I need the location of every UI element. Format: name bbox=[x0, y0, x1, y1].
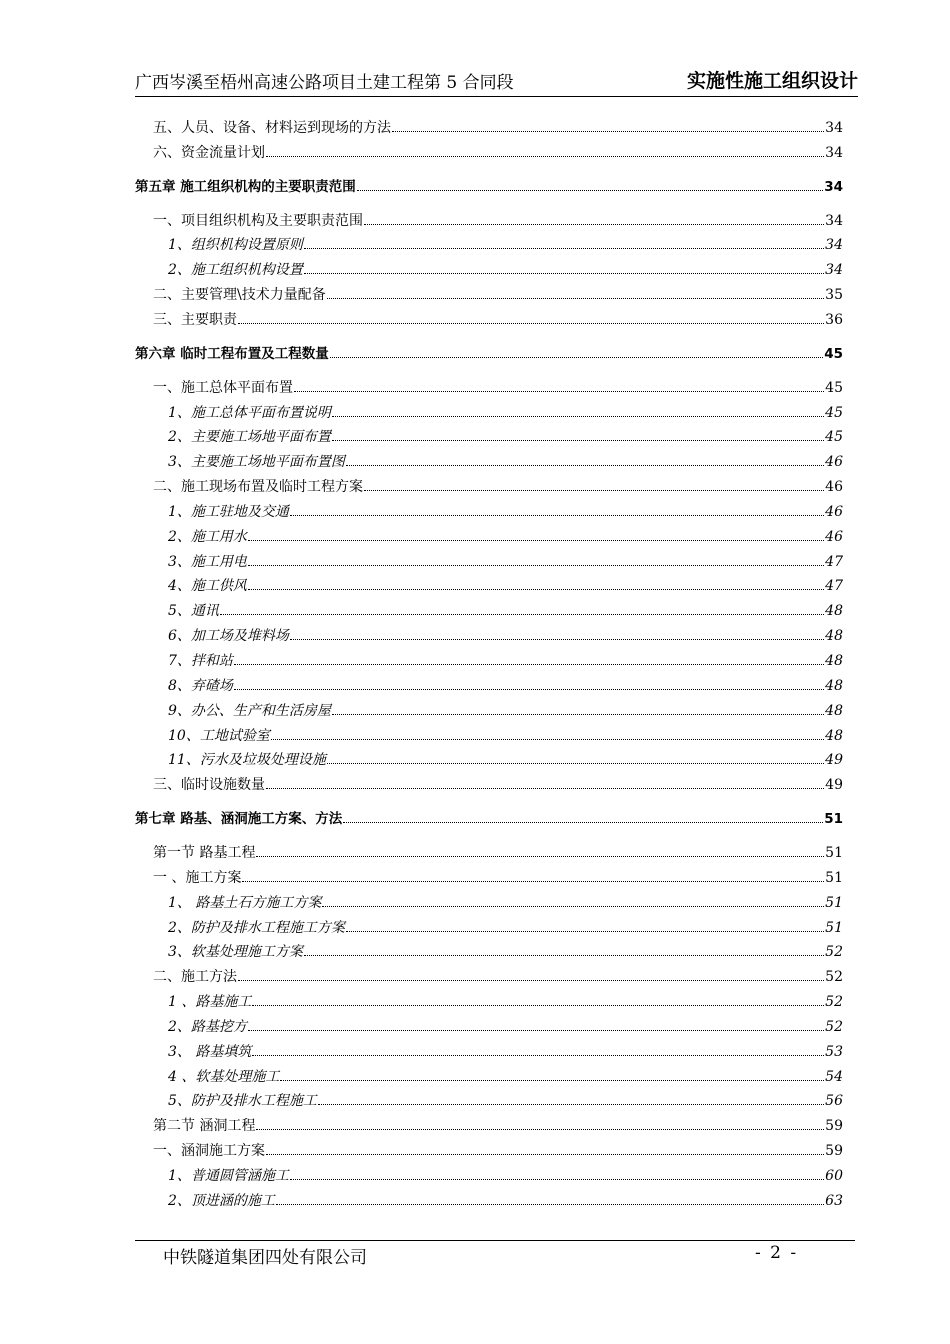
toc-subsection-entry[interactable] bbox=[135, 448, 843, 470]
toc-dot-leader bbox=[280, 1080, 824, 1081]
toc-entry-page: 34 bbox=[824, 178, 843, 195]
toc-dot-leader bbox=[266, 788, 824, 789]
toc-entry-title: 2、主要施工场地平面布置 bbox=[168, 429, 331, 446]
toc-dot-leader bbox=[242, 881, 824, 882]
toc-entry-title: 3、主要施工场地平面布置图 bbox=[168, 454, 345, 471]
toc-subsection-entry[interactable] bbox=[135, 889, 843, 911]
toc-subsection-entry[interactable] bbox=[135, 1087, 843, 1109]
toc-entry-title: 2、施工组织机构设置 bbox=[168, 262, 303, 279]
toc-entry-title: 10、工地试验室 bbox=[168, 727, 270, 744]
toc-subsection-entry[interactable] bbox=[135, 423, 843, 445]
toc-dot-leader bbox=[346, 465, 824, 466]
toc-entry-page: 54 bbox=[825, 1068, 843, 1085]
toc-entry-title: 11、污水及垃圾处理设施 bbox=[168, 752, 326, 769]
toc-entry-title: 第六章 临时工程布置及工程数量 bbox=[135, 345, 329, 362]
toc-subsection-entry[interactable] bbox=[135, 498, 843, 520]
toc-dot-leader bbox=[234, 664, 824, 665]
toc-entry-page: 45 bbox=[825, 379, 843, 396]
toc-subsection-entry[interactable] bbox=[135, 746, 843, 768]
toc-entry-title: 五、人员、设备、材料运到现场的方法 bbox=[153, 120, 391, 136]
toc-entry-page: 46 bbox=[825, 479, 843, 496]
toc-entry-page: 53 bbox=[825, 1043, 843, 1060]
toc-dot-leader bbox=[290, 515, 824, 516]
toc-entry-page: 46 bbox=[825, 454, 843, 471]
toc-dot-leader bbox=[294, 391, 824, 392]
toc-section-entry[interactable] bbox=[135, 207, 843, 229]
toc-subsection-entry[interactable] bbox=[135, 622, 843, 644]
toc-dot-leader bbox=[304, 273, 824, 274]
toc-dot-leader bbox=[248, 589, 824, 590]
toc-subsection-entry[interactable] bbox=[135, 938, 843, 960]
toc-dot-leader bbox=[364, 224, 824, 225]
toc-entry-page: 36 bbox=[825, 311, 843, 328]
toc-dot-leader bbox=[327, 298, 824, 299]
toc-subsection-entry[interactable] bbox=[135, 1187, 843, 1209]
toc-subsection-entry[interactable] bbox=[135, 722, 843, 744]
toc-section-entry[interactable] bbox=[135, 473, 843, 495]
toc-chapter-entry[interactable] bbox=[135, 805, 843, 827]
toc-section-entry[interactable] bbox=[135, 374, 843, 396]
header-document-title: 实施性施工组织设计 bbox=[686, 70, 858, 92]
toc-dot-leader bbox=[252, 1005, 824, 1006]
footer-page-number: - 2 - bbox=[755, 1243, 799, 1263]
toc-entry-title: 3、软基处理施工方案 bbox=[168, 944, 303, 961]
toc-subsection-entry[interactable] bbox=[135, 1038, 843, 1060]
toc-entry-page: 48 bbox=[825, 628, 843, 645]
toc-entry-title: 一、施工总体平面布置 bbox=[153, 379, 293, 396]
toc-chapter-entry[interactable] bbox=[135, 340, 843, 362]
toc-entry-title: 1、组织机构设置原则 bbox=[168, 237, 303, 254]
toc-entry-title: 1、施工驻地及交通 bbox=[168, 503, 289, 520]
toc-subsection-entry[interactable] bbox=[135, 231, 843, 253]
toc-section-entry[interactable] bbox=[135, 139, 843, 161]
toc-dot-leader bbox=[248, 540, 824, 541]
toc-entry-title: 一 、施工方案 bbox=[153, 869, 242, 886]
toc-dot-leader bbox=[357, 190, 824, 191]
toc-entry-page: 35 bbox=[825, 287, 843, 304]
toc-entry-title: 2、顶进涵的施工 bbox=[168, 1192, 275, 1209]
toc-dot-leader bbox=[332, 714, 824, 715]
toc-entry-page: 48 bbox=[825, 603, 843, 620]
toc-entry-title: 一、涵洞施工方案 bbox=[153, 1143, 265, 1160]
toc-entry-page: 60 bbox=[825, 1168, 843, 1184]
toc-entry-page: 45 bbox=[824, 345, 843, 362]
toc-dot-leader bbox=[392, 131, 824, 132]
toc-entry-page: 52 bbox=[825, 994, 843, 1011]
toc-entry-title: 1、施工总体平面布置说明 bbox=[168, 404, 331, 421]
toc-dot-leader bbox=[256, 856, 824, 857]
toc-entry-page: 59 bbox=[825, 1118, 843, 1135]
toc-subsection-entry[interactable] bbox=[135, 1063, 843, 1085]
toc-dot-leader bbox=[238, 980, 824, 981]
toc-subsection-entry[interactable] bbox=[135, 914, 843, 936]
toc-entry-page: 51 bbox=[824, 811, 843, 828]
toc-section-entry[interactable] bbox=[135, 771, 843, 793]
toc-dot-leader bbox=[318, 1104, 824, 1105]
toc-entry-page: 59 bbox=[825, 1143, 843, 1160]
toc-dot-leader bbox=[304, 955, 824, 956]
toc-dot-leader bbox=[290, 639, 824, 640]
toc-entry-page: 46 bbox=[825, 503, 843, 520]
toc-entry-page: 34 bbox=[825, 262, 843, 279]
header-project-name: 广西岑溪至梧州高速公路项目土建工程第 5 合同段 bbox=[135, 73, 514, 93]
footer-company: 中铁隧道集团四处有限公司 bbox=[163, 1248, 367, 1268]
toc-entry-title: 1、普通圆管涵施工 bbox=[168, 1168, 289, 1184]
toc-dot-leader bbox=[234, 689, 824, 690]
toc-entry-title: 一、项目组织机构及主要职责范围 bbox=[153, 212, 363, 229]
toc-dot-leader bbox=[238, 323, 824, 324]
toc-entry-title: 7、拌和站 bbox=[168, 653, 233, 669]
toc-subsection-entry[interactable] bbox=[135, 988, 843, 1010]
toc-entry-title: 2、防护及排水工程施工方案 bbox=[168, 919, 345, 936]
toc-entry-page: 45 bbox=[825, 404, 843, 421]
toc-dot-leader bbox=[332, 416, 824, 417]
toc-entry-page: 34 bbox=[825, 212, 843, 229]
toc-dot-leader bbox=[304, 248, 824, 249]
toc-entry-title: 第二节 涵洞工程 bbox=[153, 1118, 256, 1135]
toc-dot-leader bbox=[252, 1055, 824, 1056]
toc-dot-leader bbox=[266, 156, 824, 157]
toc-entry-title: 6、加工场及堆料场 bbox=[168, 628, 289, 645]
toc-entry-title: 9、办公、生产和生活房屋 bbox=[168, 702, 331, 719]
toc-dot-leader bbox=[330, 357, 824, 358]
toc-entry-title: 1 、路基施工 bbox=[168, 994, 252, 1011]
toc-section-entry[interactable] bbox=[135, 306, 843, 328]
toc-dot-leader bbox=[322, 906, 824, 907]
toc-dot-leader bbox=[346, 931, 824, 932]
toc-entry-title: 1、 路基土石方施工方案 bbox=[168, 894, 322, 911]
toc-subsection-entry[interactable] bbox=[135, 256, 843, 278]
toc-section-entry[interactable] bbox=[135, 281, 843, 303]
toc-subsection-entry[interactable] bbox=[135, 548, 843, 570]
toc-entry-page: 49 bbox=[825, 752, 843, 769]
toc-subsection-entry[interactable] bbox=[135, 672, 843, 694]
toc-dot-leader bbox=[271, 739, 824, 740]
toc-entry-title: 三、临时设施数量 bbox=[153, 777, 265, 794]
toc-entry-page: 51 bbox=[825, 919, 843, 936]
toc-section-entry[interactable] bbox=[135, 839, 843, 861]
toc-dot-leader bbox=[266, 1154, 824, 1155]
toc-dot-leader bbox=[276, 1204, 824, 1205]
toc-entry-title: 三、主要职责 bbox=[153, 311, 237, 328]
toc-dot-leader bbox=[364, 490, 824, 491]
toc-entry-title: 二、施工方法 bbox=[153, 969, 237, 986]
toc-dot-leader bbox=[327, 763, 824, 764]
toc-entry-title: 第七章 路基、涵洞施工方案、方法 bbox=[135, 811, 343, 828]
toc-section-entry[interactable] bbox=[135, 1112, 843, 1134]
toc-dot-leader bbox=[332, 440, 824, 441]
toc-dot-leader bbox=[220, 614, 824, 615]
toc-dot-leader bbox=[256, 1129, 824, 1130]
toc-entry-title: 第五章 施工组织机构的主要职责范围 bbox=[135, 178, 356, 195]
toc-entry-page: 48 bbox=[825, 677, 843, 694]
toc-entry-page: 63 bbox=[825, 1192, 843, 1209]
toc-entry-title: 2、施工用水 bbox=[168, 528, 247, 545]
toc-entry-page: 46 bbox=[825, 528, 843, 545]
toc-subsection-entry[interactable] bbox=[135, 572, 843, 594]
toc-entry-page: 52 bbox=[825, 1018, 843, 1035]
toc-entry-page: 34 bbox=[825, 120, 843, 136]
toc-entry-page: 52 bbox=[825, 944, 843, 961]
toc-subsection-entry[interactable] bbox=[135, 1162, 843, 1184]
toc-subsection-entry[interactable] bbox=[135, 399, 843, 421]
toc-dot-leader bbox=[248, 1030, 824, 1031]
toc-entry-title: 5、防护及排水工程施工 bbox=[168, 1093, 317, 1110]
toc-entry-title: 8、弃碴场 bbox=[168, 677, 233, 694]
toc-subsection-entry[interactable] bbox=[135, 597, 843, 619]
toc-entry-page: 48 bbox=[825, 702, 843, 719]
toc-entry-title: 六、资金流量计划 bbox=[153, 144, 265, 161]
page-footer bbox=[135, 1240, 855, 1281]
toc-chapter-entry[interactable] bbox=[135, 173, 843, 195]
toc-entry-page: 56 bbox=[825, 1093, 843, 1110]
toc-entry-title: 4、施工供风 bbox=[168, 578, 247, 595]
toc-entry-page: 47 bbox=[825, 578, 843, 595]
toc-subsection-entry[interactable] bbox=[135, 647, 843, 669]
toc-section-entry[interactable] bbox=[135, 864, 843, 886]
toc-entry-title: 3、 路基填筑 bbox=[168, 1043, 252, 1060]
toc-entry-page: 34 bbox=[825, 237, 843, 254]
page-header bbox=[135, 66, 858, 97]
toc-subsection-entry[interactable] bbox=[135, 1013, 843, 1035]
toc-entry-title: 5、通讯 bbox=[168, 603, 219, 620]
toc-entry-title: 3、施工用电 bbox=[168, 553, 247, 570]
toc-entry-page: 51 bbox=[825, 894, 843, 911]
toc-entry-title: 二、施工现场布置及临时工程方案 bbox=[153, 479, 363, 496]
toc-entry-page: 34 bbox=[825, 144, 843, 161]
toc-entry-title: 2、路基挖方 bbox=[168, 1018, 247, 1035]
toc-section-entry[interactable] bbox=[135, 114, 843, 136]
toc-subsection-entry[interactable] bbox=[135, 523, 843, 545]
toc-dot-leader bbox=[290, 1179, 824, 1180]
toc-entry-page: 49 bbox=[825, 777, 843, 794]
toc-dot-leader bbox=[248, 565, 824, 566]
toc-entry-page: 52 bbox=[825, 969, 843, 986]
toc-section-entry[interactable] bbox=[135, 963, 843, 985]
toc-entry-title: 4 、软基处理施工 bbox=[168, 1068, 280, 1085]
toc-entry-page: 47 bbox=[825, 553, 843, 570]
toc-entry-title: 第一节 路基工程 bbox=[153, 844, 256, 861]
toc-section-entry[interactable] bbox=[135, 1137, 843, 1159]
toc-entry-page: 51 bbox=[825, 869, 843, 886]
toc-dot-leader bbox=[343, 822, 823, 823]
toc-entry-page: 51 bbox=[825, 844, 843, 861]
toc-entry-page: 48 bbox=[825, 727, 843, 744]
toc-entry-page: 48 bbox=[825, 653, 843, 669]
toc-entry-page: 45 bbox=[825, 429, 843, 446]
toc-entry-title: 二、主要管理\技术力量配备 bbox=[153, 287, 326, 304]
toc-subsection-entry[interactable] bbox=[135, 697, 843, 719]
